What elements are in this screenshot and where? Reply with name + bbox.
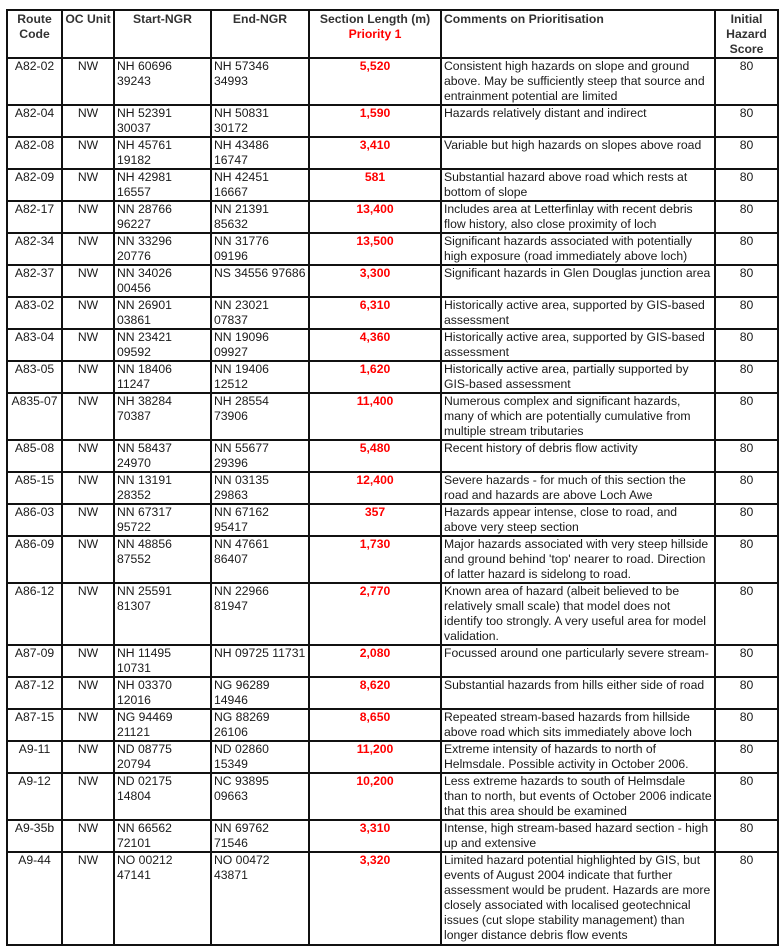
- comment-cell: Extreme intensity of hazards to north of Helmsdale. Possible activity in October 2006.: [441, 741, 715, 773]
- start-ngr-cell: NN 13191 28352: [114, 472, 211, 504]
- start-ngr-cell: NN 18406 11247: [114, 361, 211, 393]
- table-row: [7, 820, 778, 852]
- oc-unit-cell: NW: [62, 536, 114, 583]
- section-length-cell: 1,620: [309, 361, 441, 393]
- oc-unit-cell: NW: [62, 741, 114, 773]
- comment-cell: Substantial hazards from hills either side of road: [441, 677, 715, 709]
- hazard-score-cell: 80: [715, 361, 778, 393]
- route-code-cell: A9-44: [7, 852, 62, 945]
- table-row: [7, 536, 778, 583]
- table-row: [7, 645, 778, 677]
- route-code-cell: A87-09: [7, 645, 62, 677]
- end-ngr-cell: NG 88269 26106: [211, 709, 309, 741]
- oc-unit-cell: NW: [62, 361, 114, 393]
- hazard-score-cell: 80: [715, 504, 778, 536]
- comment-cell: Major hazards associated with very steep hillside and ground behind 'top' nearer to road. Direction of latter hazard is sidelong to road.: [441, 536, 715, 583]
- hazard-score-cell: 80: [715, 169, 778, 201]
- hazard-score-cell: 80: [715, 583, 778, 645]
- section-length-label: Section Length (m): [319, 12, 431, 26]
- end-ngr-cell: NH 42451 16667: [211, 169, 309, 201]
- oc-unit-cell: NW: [62, 504, 114, 536]
- end-ngr-cell: NO 00472 43871: [211, 852, 309, 945]
- start-ngr-cell: NH 11495 10731: [114, 645, 211, 677]
- hazard-score-cell: 80: [715, 233, 778, 265]
- route-code-cell: A82-37: [7, 265, 62, 297]
- route-code-cell: A835-07: [7, 393, 62, 440]
- section-length-cell: 357: [309, 504, 441, 536]
- section-length-cell: 5,520: [309, 58, 441, 105]
- table-row: [7, 773, 778, 820]
- hazard-score-cell: 80: [715, 265, 778, 297]
- route-code-cell: A82-34: [7, 233, 62, 265]
- priority-label: Priority 1: [348, 27, 402, 41]
- table-body: [7, 58, 778, 945]
- comment-cell: Historically active area, supported by GIS-based assessment: [441, 329, 715, 361]
- header-section-length: [309, 10, 441, 58]
- section-length-cell: 1,730: [309, 536, 441, 583]
- table-row: [7, 440, 778, 472]
- comment-cell: Variable but high hazards on slopes above road: [441, 137, 715, 169]
- end-ngr-cell: NS 34556 97686: [211, 265, 309, 297]
- end-ngr-cell: NN 67162 95417: [211, 504, 309, 536]
- table-row: [7, 852, 778, 945]
- end-ngr-cell: NN 23021 07837: [211, 297, 309, 329]
- route-code-cell: A86-03: [7, 504, 62, 536]
- end-ngr-cell: NN 31776 09196: [211, 233, 309, 265]
- comment-cell: Severe hazards - for much of this section the road and hazards are above Loch Awe: [441, 472, 715, 504]
- end-ngr-cell: NN 19406 12512: [211, 361, 309, 393]
- start-ngr-cell: NN 67317 95722: [114, 504, 211, 536]
- hazard-score-cell: 80: [715, 472, 778, 504]
- end-ngr-cell: NH 57346 34993: [211, 58, 309, 105]
- route-code-cell: A85-15: [7, 472, 62, 504]
- route-code-cell: A9-12: [7, 773, 62, 820]
- oc-unit-cell: NW: [62, 329, 114, 361]
- table-row: [7, 361, 778, 393]
- section-length-cell: 10,200: [309, 773, 441, 820]
- section-length-cell: 8,650: [309, 709, 441, 741]
- hazard-score-cell: 80: [715, 709, 778, 741]
- comment-cell: Intense, high stream-based hazard section - high up and extensive: [441, 820, 715, 852]
- table-row: [7, 201, 778, 233]
- start-ngr-cell: NH 03370 12016: [114, 677, 211, 709]
- hazard-score-cell: 80: [715, 536, 778, 583]
- start-ngr-cell: NN 66562 72101: [114, 820, 211, 852]
- header-start-ngr: Start-NGR: [114, 10, 211, 58]
- oc-unit-cell: NW: [62, 472, 114, 504]
- hazard-score-cell: 80: [715, 440, 778, 472]
- route-code-cell: A82-04: [7, 105, 62, 137]
- section-length-cell: 13,500: [309, 233, 441, 265]
- route-code-cell: A9-35b: [7, 820, 62, 852]
- start-ngr-cell: NH 60696 39243: [114, 58, 211, 105]
- end-ngr-cell: NN 22966 81947: [211, 583, 309, 645]
- route-code-cell: A83-04: [7, 329, 62, 361]
- start-ngr-cell: NN 28766 96227: [114, 201, 211, 233]
- start-ngr-cell: NN 48856 87552: [114, 536, 211, 583]
- section-length-cell: 1,590: [309, 105, 441, 137]
- section-length-cell: 6,310: [309, 297, 441, 329]
- table-row: [7, 677, 778, 709]
- end-ngr-cell: NN 19096 09927: [211, 329, 309, 361]
- header-comments: Comments on Prioritisation: [441, 10, 715, 58]
- hazard-score-cell: 80: [715, 852, 778, 945]
- comment-cell: Hazards appear intense, close to road, and above very steep section: [441, 504, 715, 536]
- end-ngr-cell: NH 43486 16747: [211, 137, 309, 169]
- table-row: [7, 233, 778, 265]
- route-code-cell: A86-12: [7, 583, 62, 645]
- start-ngr-cell: NH 45761 19182: [114, 137, 211, 169]
- table-row: [7, 393, 778, 440]
- end-ngr-cell: NN 03135 29863: [211, 472, 309, 504]
- end-ngr-cell: NH 50831 30172: [211, 105, 309, 137]
- route-code-cell: A87-15: [7, 709, 62, 741]
- oc-unit-cell: NW: [62, 677, 114, 709]
- header-end-ngr: End-NGR: [211, 10, 309, 58]
- start-ngr-cell: NN 23421 09592: [114, 329, 211, 361]
- comment-cell: Includes area at Letterfinlay with recent debris flow history, also close proximity of loch: [441, 201, 715, 233]
- table-row: [7, 504, 778, 536]
- hazard-score-cell: 80: [715, 58, 778, 105]
- hazard-score-cell: 80: [715, 329, 778, 361]
- start-ngr-cell: ND 08775 20794: [114, 741, 211, 773]
- comment-cell: Known area of hazard (albeit believed to be relatively small scale) that model does not identify too strongly. A very useful area for model validation.: [441, 583, 715, 645]
- start-ngr-cell: NH 42981 16557: [114, 169, 211, 201]
- table-row: [7, 472, 778, 504]
- oc-unit-cell: NW: [62, 233, 114, 265]
- route-code-cell: A82-09: [7, 169, 62, 201]
- section-length-cell: 3,310: [309, 820, 441, 852]
- oc-unit-cell: NW: [62, 201, 114, 233]
- table-row: [7, 709, 778, 741]
- oc-unit-cell: NW: [62, 440, 114, 472]
- oc-unit-cell: NW: [62, 105, 114, 137]
- oc-unit-cell: NW: [62, 709, 114, 741]
- section-length-cell: 581: [309, 169, 441, 201]
- end-ngr-cell: NH 28554 73906: [211, 393, 309, 440]
- comment-cell: Significant hazards in Glen Douglas junction area: [441, 265, 715, 297]
- section-length-cell: 5,480: [309, 440, 441, 472]
- comment-cell: Substantial hazard above road which rests at bottom of slope: [441, 169, 715, 201]
- route-code-cell: A83-05: [7, 361, 62, 393]
- start-ngr-cell: NH 38284 70387: [114, 393, 211, 440]
- comment-cell: Numerous complex and significant hazards, many of which are potentially cumulative from multiple stream tributaries: [441, 393, 715, 440]
- hazard-score-cell: 80: [715, 201, 778, 233]
- hazard-score-cell: 80: [715, 645, 778, 677]
- header-hazard-score: Initial Hazard Score: [715, 10, 778, 58]
- start-ngr-cell: NH 52391 30037: [114, 105, 211, 137]
- end-ngr-cell: ND 02860 15349: [211, 741, 309, 773]
- comment-cell: Significant hazards associated with potentially high exposure (road immediately above loch): [441, 233, 715, 265]
- section-length-cell: 3,300: [309, 265, 441, 297]
- route-code-cell: A82-17: [7, 201, 62, 233]
- hazard-score-cell: 80: [715, 393, 778, 440]
- start-ngr-cell: NN 33296 20776: [114, 233, 211, 265]
- hazard-score-cell: 80: [715, 741, 778, 773]
- header-oc-unit: OC Unit: [62, 10, 114, 58]
- start-ngr-cell: NO 00212 47141: [114, 852, 211, 945]
- hazard-score-cell: 80: [715, 105, 778, 137]
- end-ngr-cell: NN 55677 29396: [211, 440, 309, 472]
- table-row: [7, 265, 778, 297]
- end-ngr-cell: NN 69762 71546: [211, 820, 309, 852]
- hazard-score-cell: 80: [715, 773, 778, 820]
- end-ngr-cell: NN 47661 86407: [211, 536, 309, 583]
- table-row: [7, 137, 778, 169]
- table-row: [7, 583, 778, 645]
- route-code-cell: A9-11: [7, 741, 62, 773]
- table-row: [7, 329, 778, 361]
- route-code-cell: A82-02: [7, 58, 62, 105]
- table-row: [7, 105, 778, 137]
- comment-cell: Less extreme hazards to south of Helmsdale than to north, but events of October 2006 indicate that this area should be examined: [441, 773, 715, 820]
- section-length-cell: 11,200: [309, 741, 441, 773]
- start-ngr-cell: NN 26901 03861: [114, 297, 211, 329]
- section-length-cell: 8,620: [309, 677, 441, 709]
- comment-cell: Repeated stream-based hazards from hillside above road which sits immediately above loch: [441, 709, 715, 741]
- hazard-score-cell: 80: [715, 137, 778, 169]
- comment-cell: Historically active area, supported by GIS-based assessment: [441, 297, 715, 329]
- oc-unit-cell: NW: [62, 820, 114, 852]
- comment-cell: Limited hazard potential highlighted by GIS, but events of August 2004 indicate that further assessment would be prudent. Hazards are more closely associated with localised geotechnical issues (cut slope stability management) than longer distance debris flow events: [441, 852, 715, 945]
- oc-unit-cell: NW: [62, 583, 114, 645]
- table-row: [7, 169, 778, 201]
- oc-unit-cell: NW: [62, 58, 114, 105]
- oc-unit-cell: NW: [62, 169, 114, 201]
- hazard-prioritisation-table: [6, 9, 779, 946]
- comment-cell: Focussed around one particularly severe stream-: [441, 645, 715, 677]
- section-length-cell: 12,400: [309, 472, 441, 504]
- start-ngr-cell: ND 02175 14804: [114, 773, 211, 820]
- header-row: [7, 10, 778, 58]
- start-ngr-cell: NN 34026 00456: [114, 265, 211, 297]
- route-code-cell: A83-02: [7, 297, 62, 329]
- start-ngr-cell: NN 58437 24970: [114, 440, 211, 472]
- end-ngr-cell: NN 21391 85632: [211, 201, 309, 233]
- section-length-cell: 2,770: [309, 583, 441, 645]
- section-length-cell: 11,400: [309, 393, 441, 440]
- table-row: [7, 58, 778, 105]
- oc-unit-cell: NW: [62, 645, 114, 677]
- oc-unit-cell: NW: [62, 393, 114, 440]
- route-code-cell: A86-09: [7, 536, 62, 583]
- table-row: [7, 741, 778, 773]
- start-ngr-cell: NG 94469 21121: [114, 709, 211, 741]
- section-length-cell: 13,400: [309, 201, 441, 233]
- table-row: [7, 297, 778, 329]
- comment-cell: Historically active area, partially supported by GIS-based assessment: [441, 361, 715, 393]
- route-code-cell: A87-12: [7, 677, 62, 709]
- oc-unit-cell: NW: [62, 852, 114, 945]
- start-ngr-cell: NN 25591 81307: [114, 583, 211, 645]
- comment-cell: Hazards relatively distant and indirect: [441, 105, 715, 137]
- hazard-score-cell: 80: [715, 677, 778, 709]
- oc-unit-cell: NW: [62, 773, 114, 820]
- hazard-score-cell: 80: [715, 820, 778, 852]
- oc-unit-cell: NW: [62, 297, 114, 329]
- section-length-cell: 3,320: [309, 852, 441, 945]
- comment-cell: Recent history of debris flow activity: [441, 440, 715, 472]
- section-length-cell: 2,080: [309, 645, 441, 677]
- route-code-cell: A85-08: [7, 440, 62, 472]
- end-ngr-cell: NG 96289 14946: [211, 677, 309, 709]
- header-route-code: Route Code: [7, 10, 62, 58]
- hazard-score-cell: 80: [715, 297, 778, 329]
- route-code-cell: A82-08: [7, 137, 62, 169]
- end-ngr-cell: NC 93895 09663: [211, 773, 309, 820]
- oc-unit-cell: NW: [62, 137, 114, 169]
- section-length-cell: 3,410: [309, 137, 441, 169]
- end-ngr-cell: NH 09725 11731: [211, 645, 309, 677]
- comment-cell: Consistent high hazards on slope and ground above. May be sufficiently steep that source and entrainment potential are limited: [441, 58, 715, 105]
- section-length-cell: 4,360: [309, 329, 441, 361]
- oc-unit-cell: NW: [62, 265, 114, 297]
- table-header: [7, 10, 778, 58]
